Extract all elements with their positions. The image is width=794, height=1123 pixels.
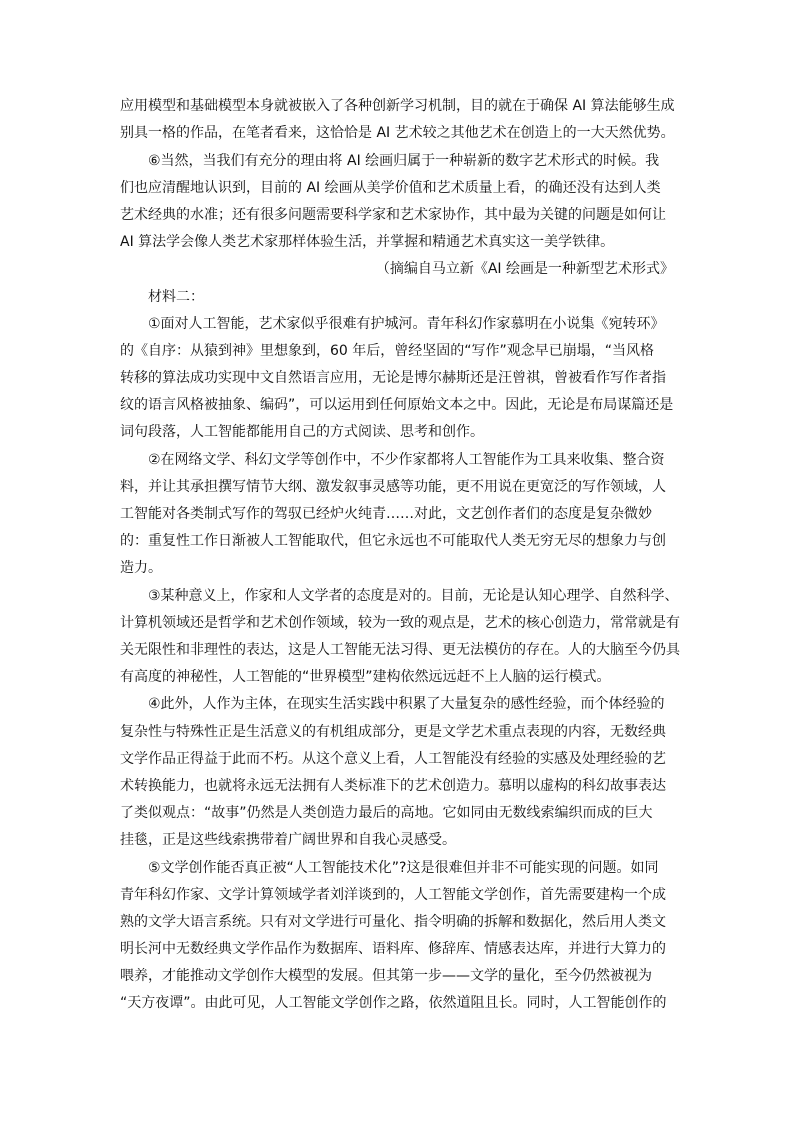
text-line: 有高度的神秘性，人工智能的“世界模型”建构依然远远赶不上人脑的运行模式。	[120, 669, 611, 685]
source-citation: （摘编自马立新《AI 绘画是一种新型艺术形式》	[375, 261, 674, 277]
text-line: 艺术经典的水准；还有很多问题需要科学家和艺术家协作，其中最为关键的问题是如何让	[120, 207, 666, 223]
text-line: 文学作品正得益于此而不朽。从这个意义上看，人工智能没有经验的实感及处理经验的艺	[120, 751, 666, 767]
text-line: 了类似观点：“故事”仍然是人类创造力最后的高地。它如同由无数线索编织而成的巨大	[120, 805, 653, 821]
text-line: 别具一格的作品，在笔者看来，这恰恰是 AI 艺术较之其他艺术在创造上的一大天然优势。	[120, 125, 675, 141]
text-line: ⑥当然，当我们有充分的理由将 AI 绘画归属于一种崭新的数字艺术形式的时候。我	[148, 153, 660, 169]
text-line: 计算机领域还是哲学和艺术创作领域，较为一致的观点是，艺术的核心创造力，常常就是有	[120, 615, 680, 631]
text-line: “天方夜谭”。由此可见，人工智能文学创作之路，依然道阻且长。同时，人工智能创作的	[120, 995, 667, 1011]
text-line: 应用模型和基础模型本身就被嵌入了各种创新学习机制，目的就在于确保 AI 算法能够生成	[120, 98, 675, 114]
text-line: AI 算法学会像人类艺术家那样体验生活，并掌握和精通艺术真实这一美学铁律。	[120, 234, 615, 250]
section-heading: 材料二：	[148, 289, 204, 305]
text-line: 料，并让其承担撰写情节大纲、激发叙事灵感等功能，更不用说在更宽泛的写作领域，人	[120, 479, 666, 495]
text-line: 的：重复性工作日渐被人工智能取代，但它永远也不可能取代人类无穷无尽的想象力与创	[120, 533, 666, 549]
text-line: ②在网络文学、科幻文学等创作中，不少作家都将人工智能作为工具来收集、整合资	[148, 452, 665, 468]
text-line: ③某种意义上，作家和人文学者的态度是对的。目前，无论是认知心理学、自然科学、	[148, 588, 679, 604]
text-line: 关无限性和非理性的表达，这是人工智能无法习得、更无法模仿的存在。人的大脑至今仍具	[120, 642, 680, 658]
text-line: ①面对人工智能，艺术家似乎很难有护城河。青年科幻作家慕明在小说集《宛转环》	[148, 316, 665, 332]
text-line: 转移的算法成功实现中文自然语言应用，无论是博尔赫斯还是汪曾祺，曾被看作写作者指	[120, 370, 666, 386]
text-line: 造力。	[120, 560, 162, 576]
text-line: 明长河中无数经典文学作品作为数据库、语料库、修辞库、情感表达库，并进行大算力的	[120, 941, 666, 957]
text-line: 熟的文学大语言系统。只有对文学进行可量化、指令明确的拆解和数据化，然后用人类文	[120, 914, 666, 930]
text-line: 挂毯，正是这些线索携带着广阔世界和自我心灵感受。	[120, 832, 456, 848]
text-line: 术转换能力，也就将永远无法拥有人类标准下的艺术创造力。慕明以虚构的科幻故事表达	[120, 778, 666, 794]
text-line: 复杂性与特殊性正是生活意义的有机组成部分，更是文学艺术重点表现的内容，无数经典	[120, 724, 666, 740]
text-line: ④此外，人作为主体，在现实生活实践中积累了大量复杂的感性经验，而个体经验的	[148, 696, 665, 712]
text-line: 工智能对各类制式写作的驾驭已经炉火纯青……对此，文艺创作者们的态度是复杂微妙	[120, 506, 652, 522]
text-line: 喂养，才能推动文学创作大模型的发展。但其第一步——文学的量化，至今仍然被视为	[120, 968, 652, 984]
text-line: 词句段落，人工智能都能用自己的方式阅读、思考和创作。	[120, 424, 484, 440]
text-line: 青年科幻作家、文学计算领域学者刘洋谈到的，人工智能文学创作，首先需要建构一个成	[120, 887, 666, 903]
text-line: 们也应清醒地认识到，目前的 AI 绘画从美学价值和艺术质量上看，的确还没有达到人类	[120, 180, 661, 196]
text-line: ⑤文学创作能否真正被“人工智能技术化”?这是很难但并非不可能实现的问题。如同	[148, 860, 659, 876]
text-line: 纹的语言风格被抽象、编码”，可以运用到任何原始文本之中。因此，无论是布局谋篇还是	[120, 397, 674, 413]
text-line: 的《自序：从猿到神》里想象到，60 年后，曾经坚固的“写作”观念早已崩塌，“当风格	[120, 343, 655, 359]
